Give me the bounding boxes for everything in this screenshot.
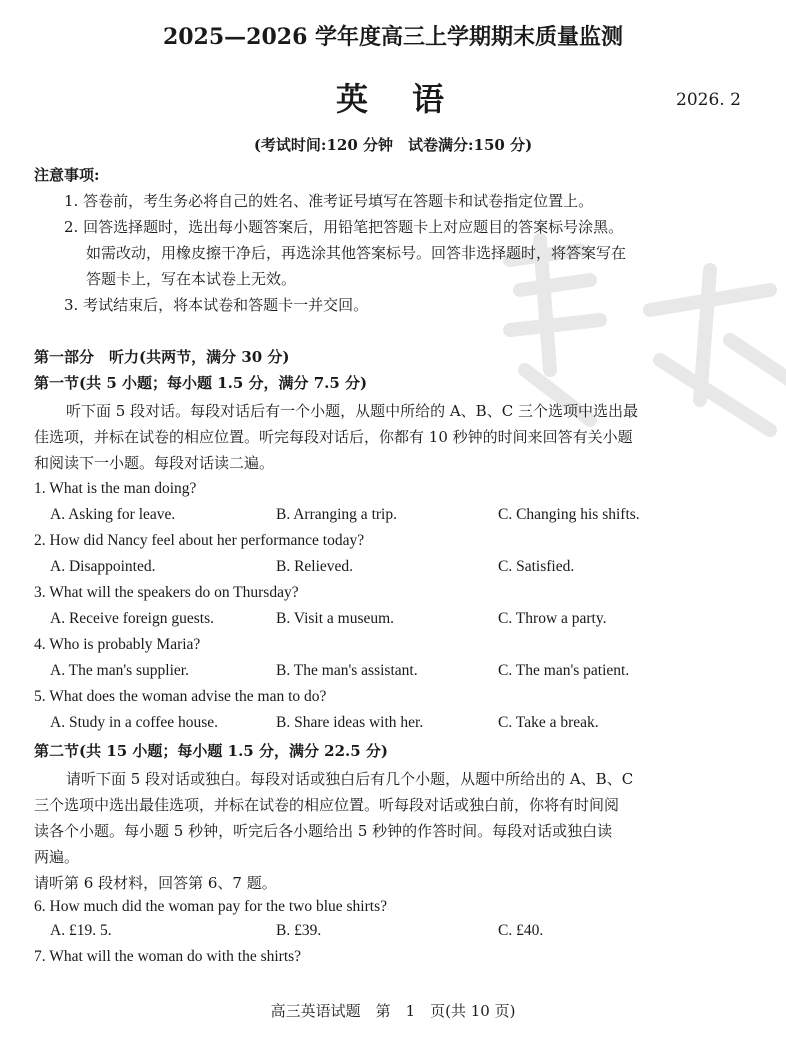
notice-heading: 注意事项: (34, 166, 100, 184)
option-b: B. Visit a museum. (276, 610, 395, 627)
option-a: A. Asking for leave. (50, 506, 176, 523)
notice-item: 如需改动，用橡皮擦干净后，再选涂其他答案标号。回答非选择题时，将答案写在 (86, 244, 627, 262)
option-a: A. Study in a coffee house. (50, 714, 219, 731)
option-c: C. Take a break. (498, 714, 599, 731)
section2-instruction: 请听下面 5 段对话或独白。每段对话或独白后有几个小题，从题中所给出的 A、B、C (66, 770, 634, 788)
question-stem: 5. What does the woman advise the man to do? (34, 688, 327, 705)
option-b: B. The man's assistant. (276, 662, 418, 679)
option-c: C. Satisfied. (498, 558, 575, 575)
notice-item: 答题卡上，写在本试卷上无效。 (86, 270, 297, 288)
question-stem: 7. What will the woman do with the shirts? (34, 948, 302, 965)
section1-title: 第一节(共 5 小题；每小题 1.5 分，满分 7.5 分) (34, 374, 368, 392)
option-c: C. Changing his shifts. (498, 506, 640, 523)
part1-title: 第一部分 听力(共两节，满分 30 分) (34, 348, 290, 366)
notice-item: 2. 回答选择题时，选出每小题答案后，用铅笔把答题卡上对应题目的答案标号涂黑。 (64, 218, 624, 236)
option-a: A. Disappointed. (50, 558, 156, 575)
option-a: A. £19. 5. (50, 922, 112, 939)
question-stem: 3. What will the speakers do on Thursday? (34, 584, 299, 601)
question-stem: 4. Who is probably Maria? (34, 636, 201, 653)
section2-instruction: 三个选项中选出最佳选项，并标在试卷的相应位置。听每段对话或独白前，你将有时间阅 (34, 796, 620, 814)
option-c: C. The man's patient. (498, 662, 630, 679)
option-b: B. Share ideas with her. (276, 714, 424, 731)
notice-item: 1. 答卷前，考生务必将自己的姓名、准考证号填写在答题卡和试卷指定位置上。 (64, 192, 594, 210)
question-stem: 6. How much did the woman pay for the two blue shirts? (34, 898, 387, 915)
option-a: A. Receive foreign guests. (50, 610, 214, 627)
exam-title: 2025—2026 学年度高三上学期期末质量监测 (162, 24, 624, 50)
notice-item: 3. 考试结束后，将本试卷和答题卡一并交回。 (64, 296, 369, 314)
section1-instruction: 听下面 5 段对话。每段对话后有一个小题，从题中所给的 A、B、C 三个选项中选出最 (66, 402, 638, 420)
option-b: B. Relieved. (276, 558, 354, 575)
section2-instruction: 两遍。 (34, 848, 80, 866)
page-footer: 高三英语试题 第 1 页(共 10 页) (270, 1002, 516, 1020)
exam-info: (考试时间:120 分钟 试卷满分:150 分) (253, 136, 533, 154)
exam-date: 2026. 2 (676, 90, 741, 110)
question-stem: 2. How did Nancy feel about her performance today? (34, 532, 365, 549)
section2-instruction: 读各个小题。每小题 5 秒钟，听完后各小题给出 5 秒钟的作答时间。每段对话或独白读 (34, 822, 613, 840)
option-c: C. Throw a party. (498, 610, 607, 627)
option-b: B. Arranging a trip. (276, 506, 397, 523)
subject-title: 英 语 (335, 80, 450, 118)
section2-title: 第二节(共 15 小题；每小题 1.5 分，满分 22.5 分) (34, 742, 389, 760)
option-b: B. £39. (276, 922, 322, 939)
section1-instruction: 和阅读下一小题。每段对话读二遍。 (34, 454, 275, 472)
question-stem: 1. What is the man doing? (34, 480, 197, 497)
option-c: C. £40. (498, 922, 544, 939)
section1-instruction: 佳选项，并标在试卷的相应位置。听完每段对话后，你都有 10 秒钟的时间来回答有关小题 (34, 428, 633, 446)
material-note: 请听第 6 段材料，回答第 6、7 题。 (34, 874, 277, 892)
option-a: A. The man's supplier. (50, 662, 189, 679)
